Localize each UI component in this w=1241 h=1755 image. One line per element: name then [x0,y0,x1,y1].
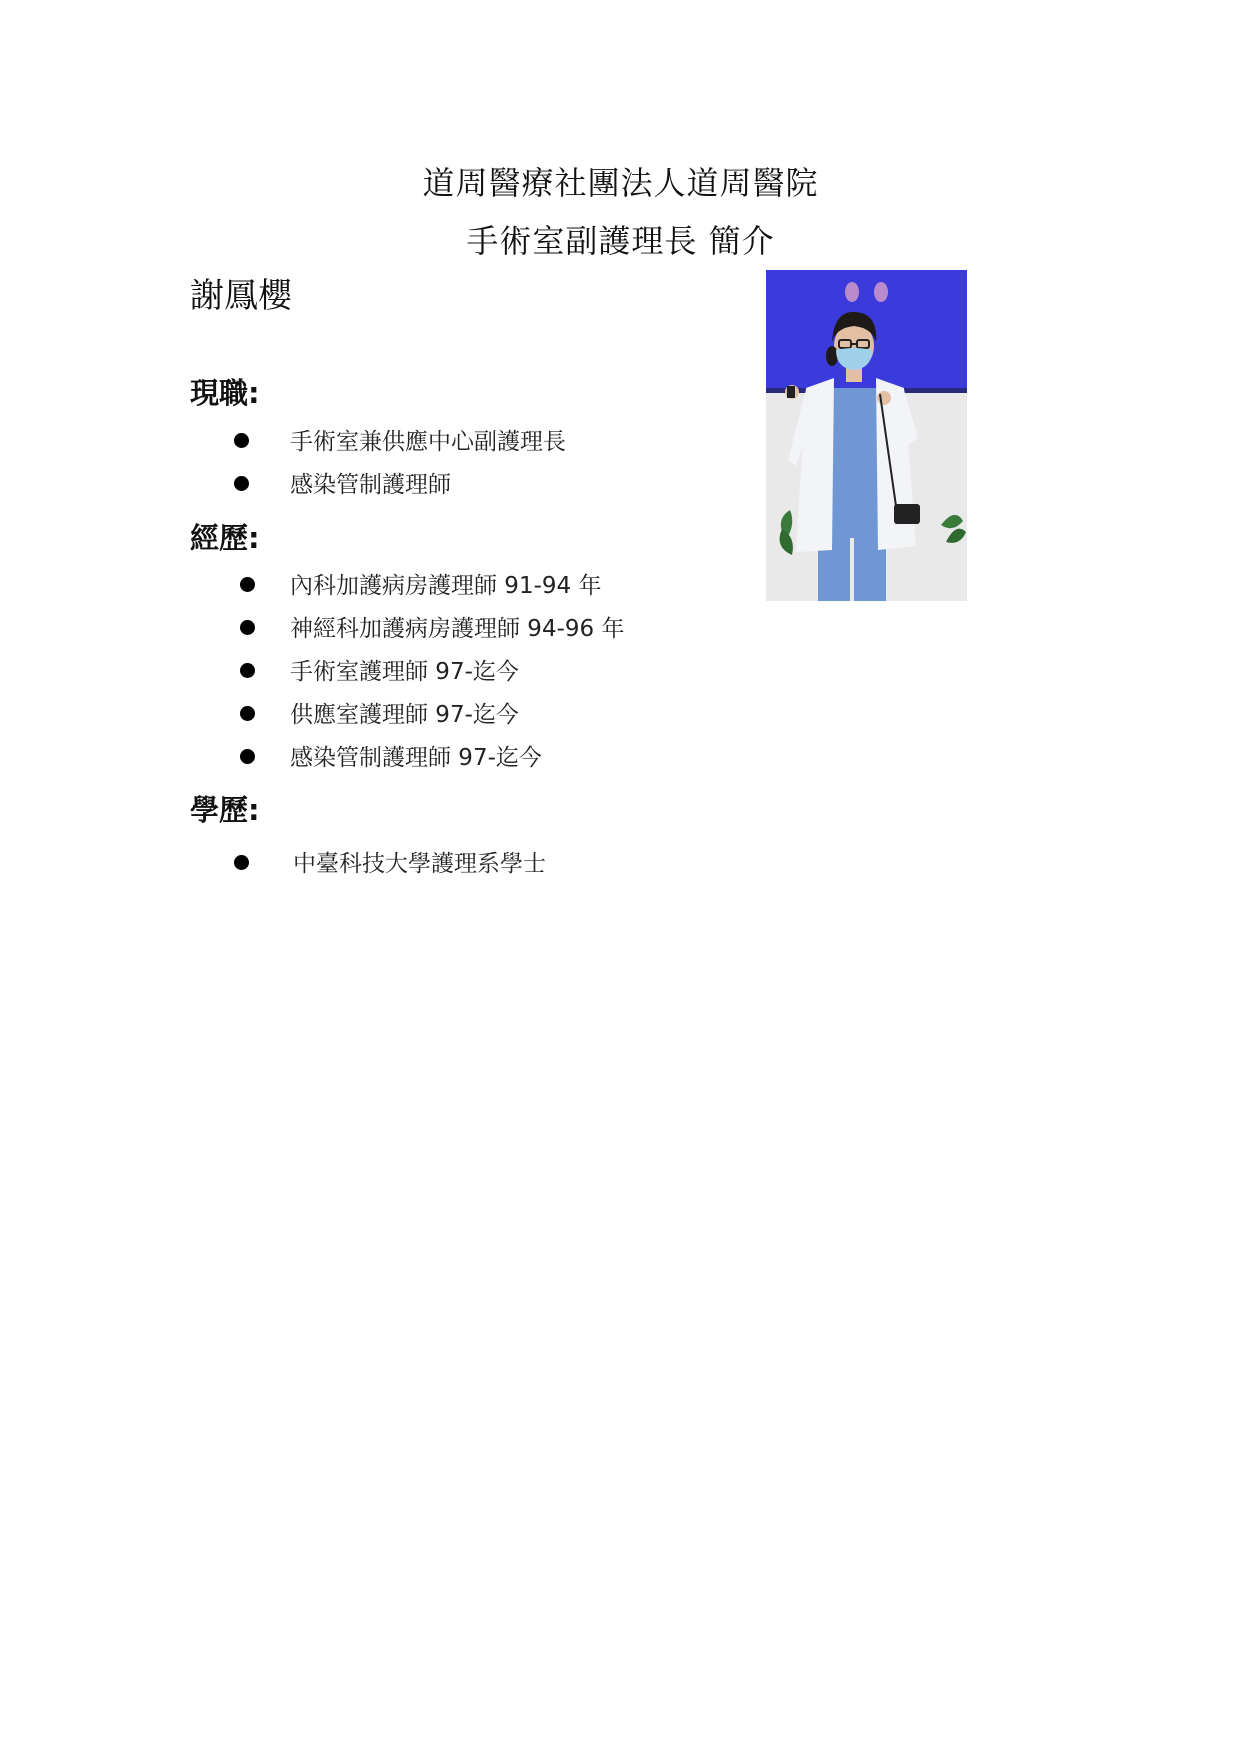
document-title: 手術室副護理長 簡介 [466,222,775,260]
list-item-text: 感染管制護理師 [290,472,451,498]
experience-heading: 經歷: [190,521,260,555]
list-item-text: 中臺科技大學護理系學士 [293,851,546,877]
bullet-icon [240,620,255,635]
bullet-icon [234,433,249,448]
list-item-text: 內科加護病房護理師 91-94 年 [290,573,602,599]
list-item-text: 供應室護理師 97-迄今 [290,702,519,728]
bullet-icon [240,663,255,678]
person-name: 謝鳳櫻 [190,276,292,316]
current-position-heading: 現職: [190,376,260,410]
bullet-icon [240,749,255,764]
bullet-icon [234,476,249,491]
list-item-text: 手術室護理師 97-迄今 [290,659,519,685]
hospital-name: 道周醫療社團法人道周醫院 [422,164,819,202]
bullet-icon [240,577,255,592]
list-item-text: 手術室兼供應中心副護理長 [290,429,566,455]
bullet-icon [240,706,255,721]
list-item-text: 感染管制護理師 97-迄今 [290,745,542,771]
education-heading: 學歷: [190,793,260,827]
profile-photo-illustration [766,270,967,601]
list-item-text: 神經科加護病房護理師 94-96 年 [290,616,625,642]
profile-photo [766,270,967,601]
bullet-icon [234,855,249,870]
